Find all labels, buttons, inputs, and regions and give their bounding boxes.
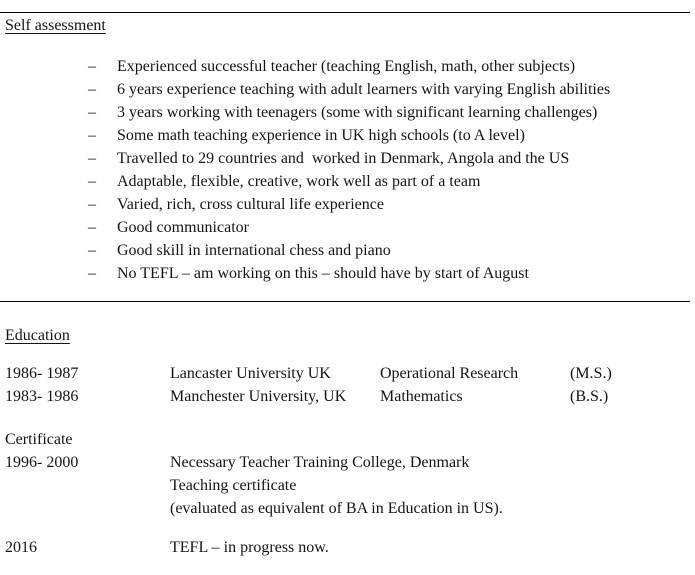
list-item [0,101,695,124]
institution-cell: Necessary Teacher Training College, Denmark [170,454,470,471]
list-item [0,124,695,147]
list-item-text: Good communicator [117,219,249,236]
dash-bullet-marker: – [88,104,96,121]
education-table [0,362,695,408]
dates-cell: 1996- 2000 [5,454,79,471]
list-item [0,147,695,170]
subject-cell: Operational Research [380,365,519,382]
list-item-text: Experienced successful teacher (teaching English, math, other subjects) [117,58,576,75]
self-assessment-list [0,55,695,285]
dates-cell: 2016 [5,539,37,556]
list-item-text: Varied, rich, cross cultural life experience [117,196,384,213]
institution-cell: Manchester University, UK [170,388,347,405]
education-heading: Education [5,327,70,344]
list-item [0,55,695,78]
certificate-detail: Teaching certificate [170,477,297,494]
dates-cell: 1986- 1987 [5,365,79,382]
table-row [0,362,695,385]
list-item [0,239,695,262]
list-item-text: Good skill in international chess and piano [117,242,391,259]
dash-bullet-marker: – [88,173,96,190]
degree-cell: (B.S.) [570,388,609,405]
institution-cell: Lancaster University UK [170,365,331,382]
list-item-text: Travelled to 29 countries and worked in Denmark, Angola and the US [117,150,570,167]
tefl-block [0,536,695,559]
list-item-text: 6 years experience teaching with adult learners with varying English abilities [117,81,611,98]
section-divider-rule [0,301,690,302]
tefl-status-text: TEFL – in progress now. [170,539,329,556]
table-row [0,497,695,520]
certificate-label: Certificate [5,431,73,448]
degree-cell: (M.S.) [570,365,612,382]
dash-bullet-marker: – [88,196,96,213]
list-item [0,262,695,285]
dates-cell: 1983- 1986 [5,388,79,405]
list-item-text: 3 years working with teenagers (some with significant learning challenges) [117,104,598,121]
dash-bullet-marker: – [88,242,96,259]
dash-bullet-marker: – [88,150,96,167]
list-item [0,216,695,239]
list-item-text: No TEFL – am working on this – should have by start of August [117,265,529,282]
dates-cell-empty [5,497,170,520]
dash-bullet-marker: – [88,219,96,236]
dates-cell-empty [5,474,170,497]
list-item-text: Adaptable, flexible, creative, work well as part of a team [117,173,481,190]
table-row [0,474,695,497]
list-item [0,78,695,101]
certificate-detail: (evaluated as equivalent of BA in Education in US). [170,500,503,517]
list-item-text: Some math teaching experience in UK high schools (to A level) [117,127,525,144]
table-row [0,385,695,408]
top-divider-rule [0,12,690,13]
self-assessment-heading: Self assessment [5,17,106,34]
subject-cell: Mathematics [380,388,463,405]
dash-bullet-marker: – [88,265,96,282]
list-item [0,170,695,193]
dash-bullet-marker: – [88,58,96,75]
table-row [0,536,695,559]
list-item [0,193,695,216]
table-row [0,451,695,474]
certificate-label-row [0,428,695,451]
dash-bullet-marker: – [88,127,96,144]
certificate-block [0,428,695,520]
dash-bullet-marker: – [88,81,96,98]
